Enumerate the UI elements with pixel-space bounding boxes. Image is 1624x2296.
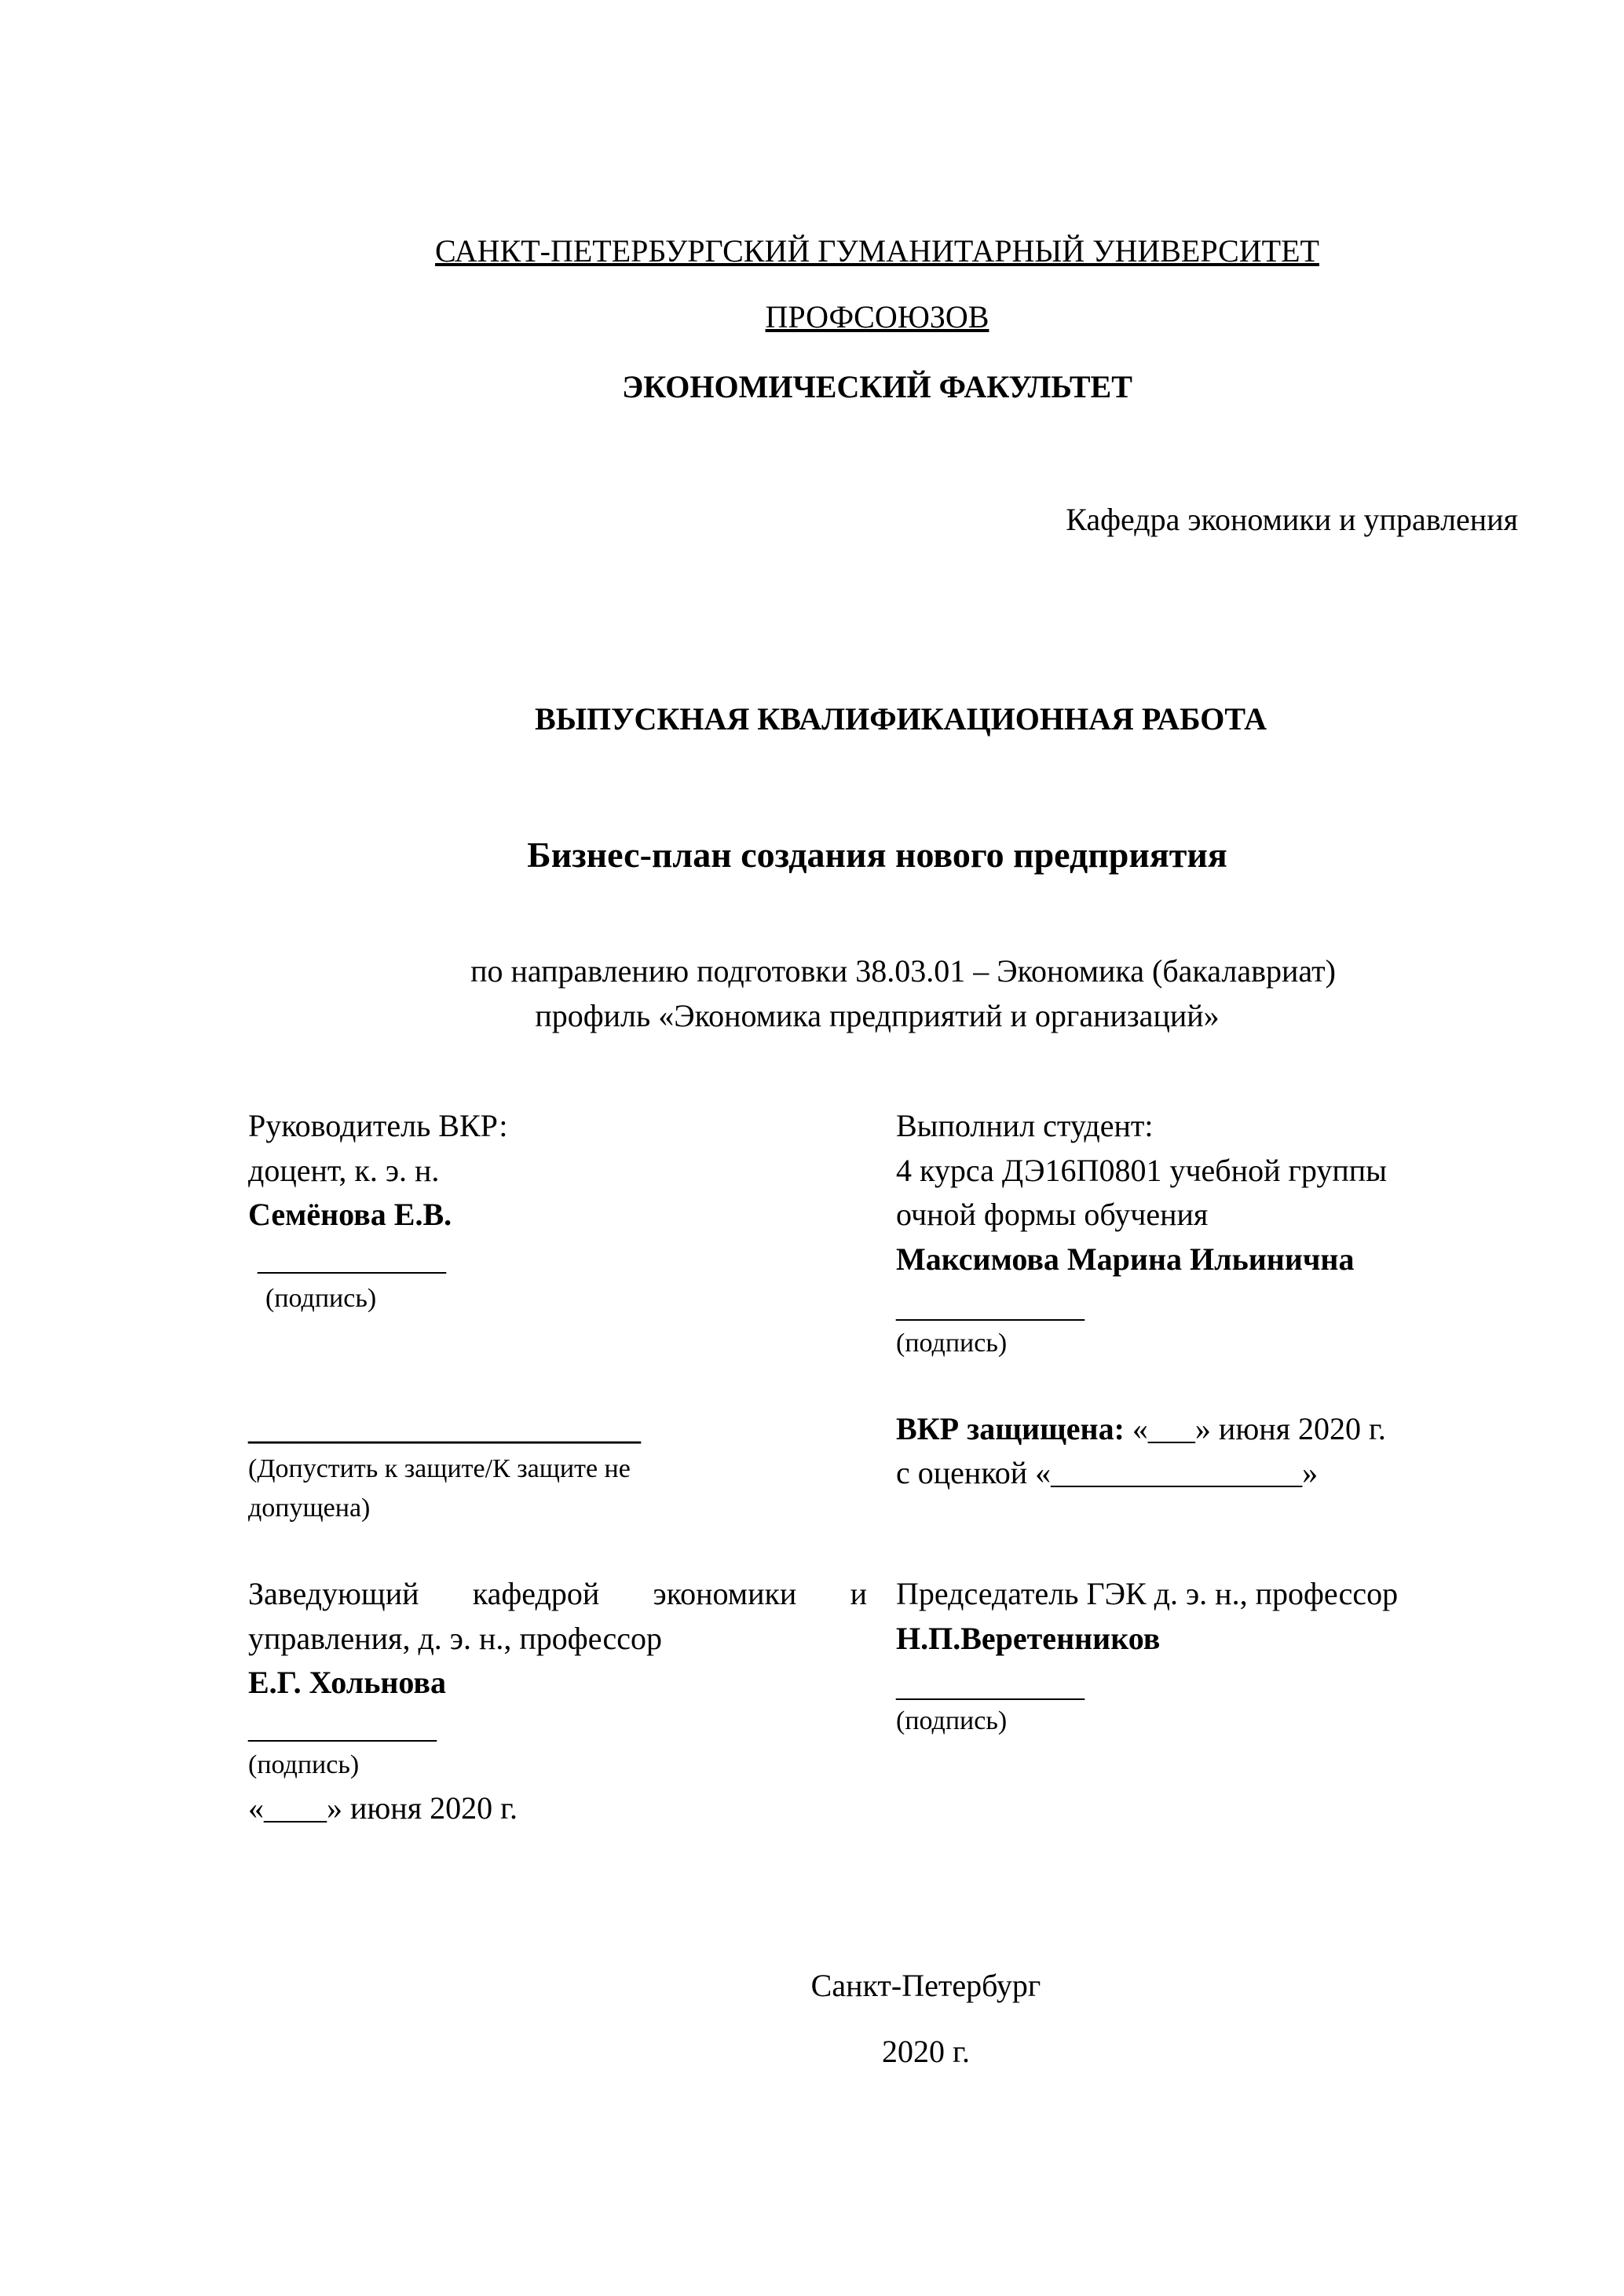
head-of-department-title: Заведующий кафедрой экономики и	[248, 1576, 867, 1611]
student-signature-line: ____________	[896, 1289, 1084, 1324]
student-name: Максимова Марина Ильинична	[896, 1241, 1355, 1277]
chairman-title: Председатель ГЭК д. э. н., профессор	[896, 1576, 1399, 1611]
department-name: Кафедра экономики и управления	[1066, 502, 1518, 537]
university-name-line2: ПРОФСОЮЗОВ	[765, 299, 989, 335]
defense-date: «___» июня 2020 г.	[1124, 1411, 1386, 1446]
footer-city: Санкт-Петербург	[810, 1968, 1041, 2003]
supervisor-label: Руководитель ВКР:	[248, 1108, 508, 1143]
defense-date-line	[896, 1407, 1386, 1451]
study-direction: по направлению подготовки 38.03.01 – Экономика (бакалавриат)	[470, 953, 1336, 989]
head-signature-line: ____________	[248, 1709, 437, 1745]
study-profile: профиль «Экономика предприятий и организаций»	[535, 998, 1220, 1033]
supervisor-name: Семёнова Е.В.	[248, 1197, 452, 1232]
chairman-signature-caption: (подпись)	[896, 1706, 1008, 1735]
faculty-name: ЭКОНОМИЧЕСКИЙ ФАКУЛЬТЕТ	[622, 369, 1132, 404]
supervisor-position: доцент, к. э. н.	[248, 1153, 440, 1188]
student-signature-caption: (подпись)	[896, 1329, 1008, 1358]
head-signature-caption: (подпись)	[248, 1750, 360, 1779]
thesis-topic: Бизнес-план создания нового предприятия	[527, 835, 1227, 875]
footer-year: 2020 г.	[882, 2034, 970, 2069]
head-of-department-name: Е.Г. Хольнова	[248, 1665, 446, 1700]
admission-caption: (Допустить к защите/К защите не	[248, 1454, 631, 1483]
chairman-name: Н.П.Веретенников	[896, 1621, 1161, 1656]
student-group: 4 курса ДЭ16П0801 учебной группы	[896, 1153, 1388, 1188]
head-of-department-title-cont: управления, д. э. н., профессор	[248, 1621, 662, 1656]
head-approval-date: «____» июня 2020 г.	[248, 1790, 518, 1826]
chairman-signature-line: ____________	[896, 1668, 1084, 1703]
admission-line: _________________________	[248, 1411, 641, 1446]
supervisor-signature-line: ____________	[258, 1241, 446, 1277]
student-label: Выполнил студент:	[896, 1108, 1154, 1143]
defense-grade: с оценкой «________________»	[896, 1455, 1319, 1490]
admission-caption-cont: допущена)	[248, 1493, 371, 1523]
student-study-form: очной формы обучения	[896, 1197, 1209, 1232]
work-type-heading: ВЫПУСКНАЯ КВАЛИФИКАЦИОННАЯ РАБОТА	[535, 701, 1267, 737]
university-name-line1: САНКТ-ПЕТЕРБУРГСКИЙ ГУМАНИТАРНЫЙ УНИВЕРСИТЕТ	[435, 233, 1319, 269]
supervisor-signature-caption: (подпись)	[265, 1284, 377, 1313]
defense-label: ВКР защищена:	[896, 1411, 1125, 1446]
